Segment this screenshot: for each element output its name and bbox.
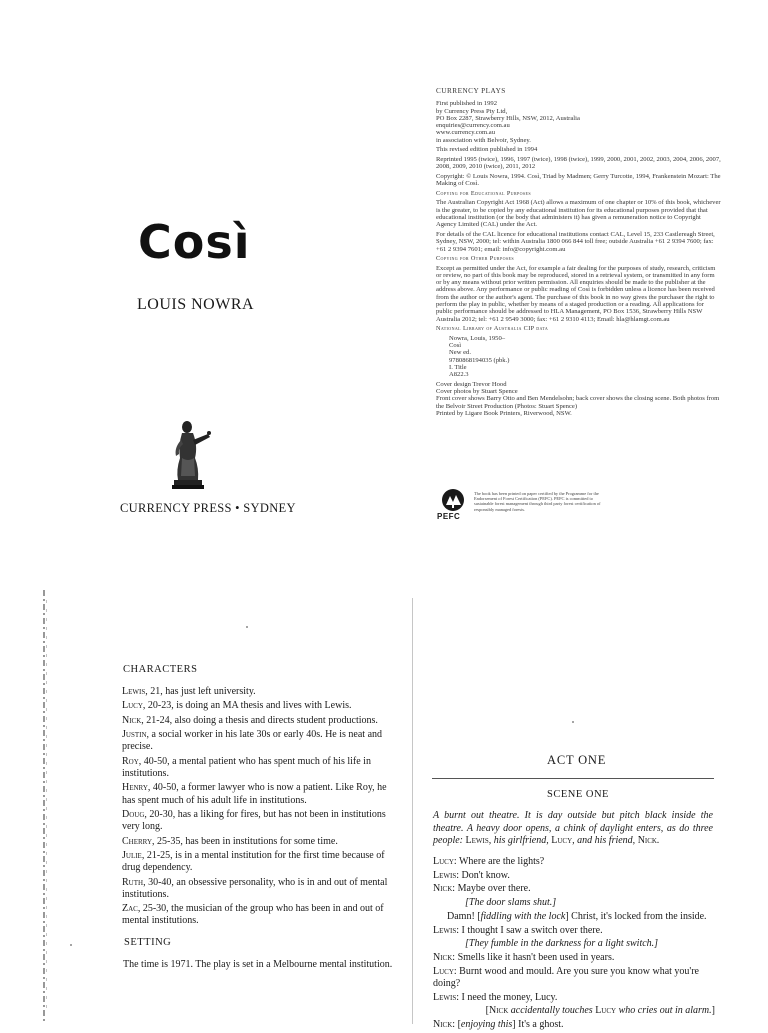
spoken-text: ] It's a ghost.: [512, 1018, 564, 1030]
revised-edition: This revised edition published in 1994: [436, 146, 538, 154]
cover-credit-line: Front cover shows Barry Otto and Ben Mendelsohn; back cover shows the closing scene. Both photos from the Belvoir Street Production (Photos: Stuart Spence): [436, 395, 720, 410]
character-entry: [122, 700, 390, 712]
character-list: [122, 686, 390, 930]
stage-direction-text: , his girlfriend,: [488, 835, 552, 846]
dialogue-block: [433, 856, 715, 1033]
scene-heading: SCENE ONE: [547, 789, 609, 800]
character-name: Nick: [637, 835, 657, 846]
inline-stage-direction: fiddling with the lock: [480, 910, 566, 922]
series-heading: CURRENCY PLAYS: [436, 87, 506, 95]
character-description: , 40-50, a former lawyer who is now a patient. Like Roy, he has spent much of his adult life in institutions.: [122, 782, 387, 806]
dialogue-line: [433, 1019, 715, 1031]
cover-credit-line: Cover photos by Stuart Spence: [436, 388, 518, 396]
cover-credit-line: Cover design Trevor Hood: [436, 380, 507, 388]
character-entry: [122, 877, 390, 901]
cip-line: A822.3: [449, 371, 469, 379]
character-name: Doug: [122, 808, 145, 820]
speaker-name: Lucy:: [433, 965, 457, 977]
character-description: , 20-30, has a liking for fires, but has not been in institutions very long.: [122, 808, 386, 833]
character-name: Roy: [122, 755, 139, 767]
character-name: Lucy: [551, 835, 573, 846]
stage-direction-text: A burnt out theatre. It is day outside but pitch black inside the theatre. A heavy door opens, a chink of daylight enters, as do three people:: [433, 810, 713, 846]
character-description: , 21, has just left university.: [145, 686, 256, 697]
spoken-text: I need the money, Lucy.: [459, 991, 558, 1003]
character-name: Lucy: [595, 1005, 617, 1017]
bracket: ]: [711, 1005, 715, 1017]
bracket: [: [485, 1005, 489, 1017]
publisher-line: CURRENCY PRESS • SYDNEY: [120, 501, 296, 515]
character-name: Nick: [122, 714, 142, 726]
educational-copying-text: The Australian Copyright Act 1968 (Act) allows a maximum of one chapter or 10% of this book, whichever is the greater, to be copied by any educational institution for its educational purposes provided that that educational institution (or the body that administers it) has given a remuneration notice to Copyright Agency Limited (CAL) under the Act.: [436, 199, 721, 229]
dialogue-line: [433, 966, 715, 990]
character-name: Lucy: [122, 700, 143, 712]
character-name: Zac: [122, 903, 138, 915]
imprint-line: in association with Belvoir, Sydney.: [436, 136, 531, 144]
character-name: Justin: [122, 729, 147, 741]
currency-press-statue-logo: [168, 418, 216, 490]
spoken-text: Damn! [: [447, 910, 481, 922]
cal-details: For details of the CAL licence for educational institutions contact CAL, Level 15, 233 Castlereagh Street, Sydney, NSW, 2000; tel: within Australia 1800 066 844 toll free; outside Australia +61 2 9394 7600; fax: +61 2 9394 7601; email: info@copyright.com.au: [436, 231, 715, 253]
character-name: Lewis: [465, 835, 489, 846]
character-description: , 25-30, the musician of the group who has been in and out of mental institutions.: [122, 903, 384, 927]
cover-credits: [436, 381, 721, 417]
cip-line: 9780868194035 (pbk.): [449, 356, 510, 364]
reprint-history: Reprinted 1995 (twice), 1996, 1997 (twice), 1998 (twice), 1999, 2000, 2001, 2002, 2003, 2004, 2006, 2007, 2008, 2009, 2010 (twice), 2011, 2012: [436, 156, 721, 171]
speaker-name: Lucy:: [433, 856, 457, 867]
spoken-text: I thought I saw a switch over there.: [459, 924, 603, 936]
speaker-name: Lewis:: [433, 991, 459, 1003]
spoken-text: ] Christ, it's locked from the inside.: [565, 910, 707, 922]
dialogue-line: [433, 856, 715, 868]
book-title: Così: [138, 215, 251, 269]
character-description: , 40-50, a mental patient who has spent much of his life in institutions.: [122, 755, 371, 779]
character-name: Cherry: [122, 835, 153, 847]
dialogue-line: [433, 870, 715, 882]
character-description: , 25-35, has been in institutions for some time.: [152, 835, 338, 847]
dialogue-line: [433, 925, 715, 937]
scan-speck: [572, 721, 574, 723]
cip-heading: National Library of Australia CIP data: [436, 325, 549, 333]
character-name: Nick: [489, 1005, 509, 1017]
cip-line: Nowra, Louis, 1950–: [449, 334, 506, 342]
character-description: , 30-40, an obsessive personality, who is in and out of mental institutions.: [122, 876, 388, 900]
act-rule-divider: [432, 778, 714, 779]
stage-direction-text: , and his friend,: [572, 835, 638, 846]
stage-direction: [The door slams shut.]: [465, 897, 557, 909]
other-copying-heading: Copying for Other Purposes: [436, 255, 514, 263]
spoken-text: Burnt wood and mould. Are you sure you know what you're doing?: [433, 965, 699, 989]
dialogue-line: [433, 952, 715, 964]
cip-line: I. Title: [449, 363, 467, 371]
setting-heading: SETTING: [124, 937, 172, 948]
dialogue-continuation: [433, 911, 715, 923]
pefc-certification: [436, 488, 726, 528]
stage-direction: [433, 1005, 715, 1017]
opening-stage-direction: [433, 810, 713, 848]
cip-line: Così: [449, 341, 462, 349]
character-name: Julie: [122, 849, 142, 861]
cover-credit-line: Printed by Ligare Book Printers, Riverwood, NSW.: [436, 410, 572, 417]
spread-separator: [0, 560, 768, 561]
other-copying-text: Except as permitted under the Act, for example a fair dealing for the purposes of study, research, criticism or review, no part of this book may be reproduced, stored in a retrieval system, or transmitted in any form or by any means without prior written permission. All enquiries should be made to the publisher at the address above. Any performance or public reading of Così is forbidden unless a licence has been received from the author or the author's agent. The purchase of this book in no way gives the purchaser the right to perform the play in public, whether by means of a staged production or a reading. All applications for public performance should be addressed to HLA Management, PO Box 1536, Strawberry Hills NSW Australia 2012; tel: +61 2 9549 3000; fax: +61 2 9310 4113; Email: hla@hlamgt.com.au: [436, 264, 716, 323]
imprint-line: First published in 1992: [436, 100, 497, 108]
cip-line: New ed.: [449, 349, 471, 357]
cip-data: [436, 335, 721, 379]
setting-description: The time is 1971. The play is set in a Melbourne mental institution.: [123, 959, 393, 970]
character-entry: [122, 903, 390, 927]
spoken-text: Where are the lights?: [456, 856, 545, 867]
act-heading: ACT ONE: [547, 753, 607, 767]
pefc-label: PEFC: [437, 512, 461, 521]
pefc-statement: The book has been printed on paper certified by the Programme for the Endorsement of Forest Certification (PEFC). PEFC is committed to sustainable forest management through third party forest certification of responsibly managed forests.: [474, 491, 601, 512]
speaker-name: Lewis:: [433, 924, 459, 936]
character-entry: [122, 782, 390, 806]
dialogue-line: [433, 992, 715, 1004]
characters-heading: CHARACTERS: [123, 664, 198, 675]
character-description: , 21-25, is in a mental institution for the first time because of drug dependency.: [122, 849, 385, 874]
spoken-text: Smells like it hasn't been used in years.: [455, 951, 615, 963]
speaker-name: Lewis:: [433, 869, 459, 881]
character-name: Ruth: [122, 876, 144, 888]
stage-direction-text: accidentally touches: [508, 1005, 596, 1017]
speaker-name: Nick:: [433, 883, 456, 895]
character-entry: [122, 836, 390, 848]
stage-direction-text: who cries out in alarm.: [616, 1005, 712, 1017]
imprint-page: [436, 88, 721, 420]
author-name: LOUIS NOWRA: [137, 296, 255, 313]
character-entry: [122, 715, 390, 727]
speaker-name: Nick:: [433, 1018, 456, 1030]
character-name: Lewis: [122, 686, 146, 697]
character-entry: [122, 756, 390, 780]
speaker-name: Nick:: [433, 951, 456, 963]
inline-stage-direction: enjoying this: [460, 1018, 513, 1030]
character-entry: [122, 850, 390, 874]
character-entry: [122, 729, 390, 753]
educational-copying-heading: Copying for Educational Purposes: [436, 190, 532, 198]
spoken-text: Maybe over there.: [455, 883, 531, 895]
dialogue-line: [433, 883, 715, 895]
stage-direction: [They fumble in the darkness for a light switch.]: [465, 938, 659, 950]
character-description: , a social worker in his late 30s or early 40s. He is neat and precise.: [122, 729, 383, 753]
scan-speck: [70, 944, 72, 946]
imprint-line: by Currency Press Pty Ltd,: [436, 107, 508, 115]
character-entry: [122, 809, 390, 833]
scan-speck: [246, 626, 248, 628]
first-published: [436, 100, 721, 144]
page-binding-edge: [40, 590, 48, 1024]
character-entry: [122, 686, 390, 698]
imprint-line: www.currency.com.au: [436, 129, 496, 137]
stage-direction-text: .: [656, 835, 660, 846]
imprint-line: PO Box 2287, Strawberry Hills, NSW, 2012, Australia: [436, 114, 580, 122]
spoken-text: Don't know.: [459, 869, 510, 881]
page-gutter-divider: [412, 598, 413, 1024]
character-name: Henry: [122, 782, 148, 794]
spoken-text: [: [455, 1018, 461, 1030]
imprint-line: enquiries@currency.com.au: [436, 122, 510, 130]
copyright-notice: Copyright: © Louis Nowra, 1994. Così, Triad by Madmen; Gerry Turcotte, 1994, Frankenstein Mozart: The Making of Così.: [436, 173, 721, 188]
character-description: , 20-23, is doing an MA thesis and lives with Lewis.: [142, 700, 352, 712]
character-description: , 21-24, also doing a thesis and directs student productions.: [141, 714, 378, 726]
